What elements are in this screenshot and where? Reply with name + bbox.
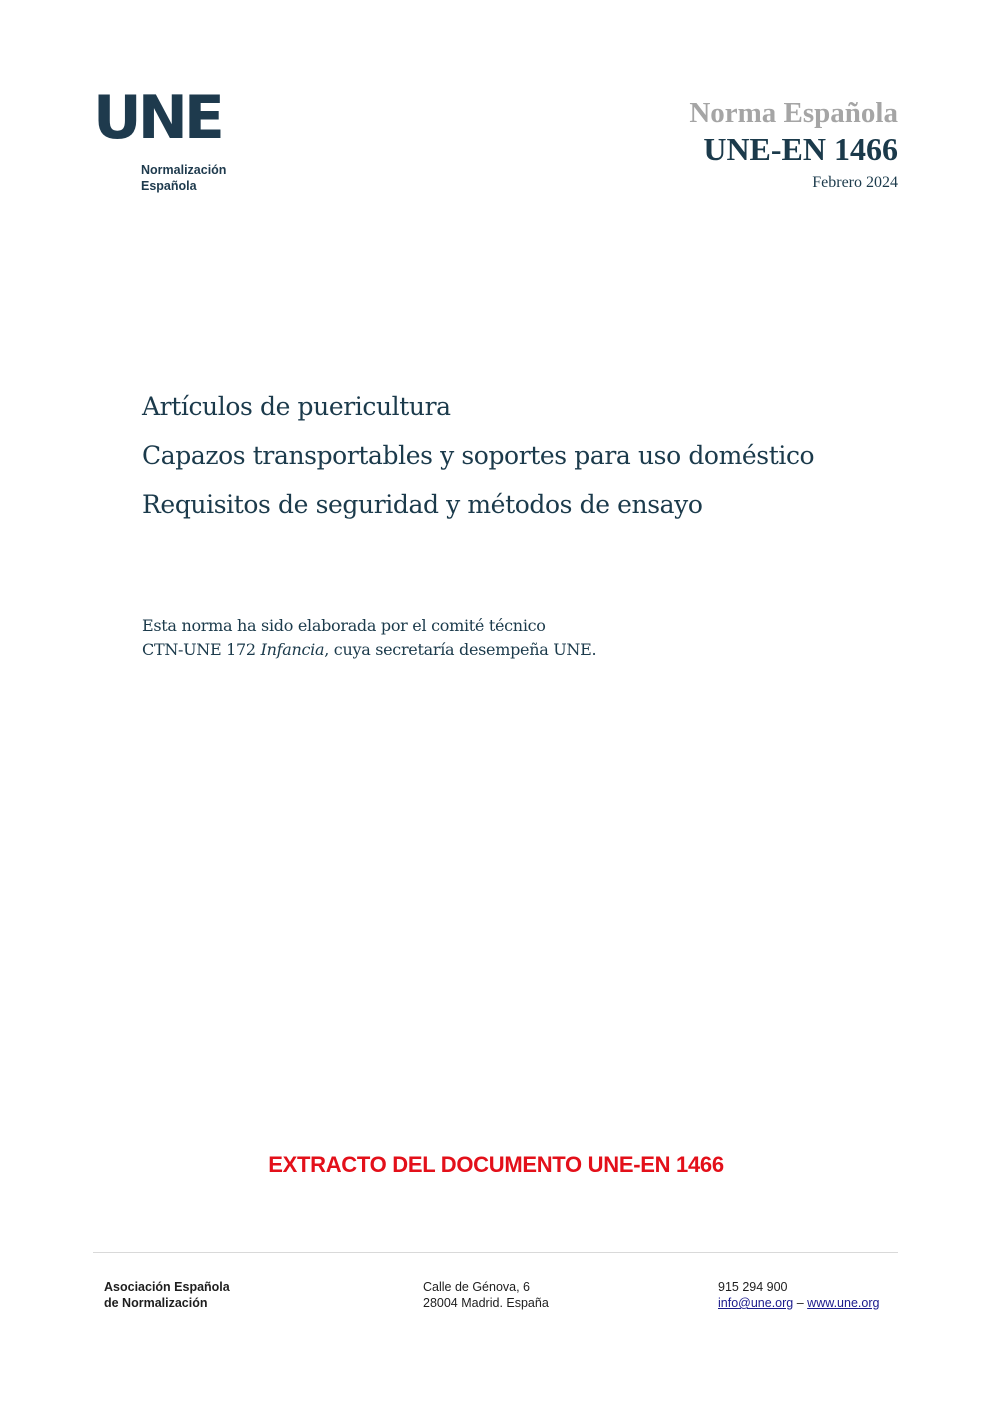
website-link[interactable]: www.une.org [807,1296,880,1310]
publication-date: Febrero 2024 [812,174,898,191]
logo-subtitle-line2: Española [141,179,197,193]
logo-subtitle [141,162,226,194]
document-header [689,96,898,194]
document-titles [142,382,922,529]
org-line1: Asociación Española [104,1280,230,1294]
email-link[interactable]: info@une.org [718,1296,794,1310]
standard-code: UNE-EN 1466 [703,131,898,167]
footer-address [423,1279,549,1311]
committee-code: CTN-UNE 172 [142,640,261,659]
contact-links [718,1295,879,1311]
norma-label: Norma Española [689,97,898,129]
title-line: Capazos transportables y soportes para uso doméstico [142,441,815,470]
logo-subtitle-line1: Normalización [141,163,227,177]
title-line: Artículos de puericultura [142,392,451,421]
committee-line1: Esta norma ha sido elaborada por el comité técnico [142,616,546,635]
committee-line2 [142,638,842,662]
address-line1: Calle de Génova, 6 [423,1280,531,1294]
footer-divider [93,1252,898,1253]
extract-notice: EXTRACTO DEL DOCUMENTO UNE-EN 1466 [268,1152,724,1177]
org-line2: de Normalización [104,1296,208,1310]
committee-statement [142,614,842,662]
une-logo [93,83,243,198]
committee-name: Infancia [260,640,325,659]
address-line2: 28004 Madrid. España [423,1296,549,1310]
title-line: Requisitos de seguridad y métodos de ensayo [142,490,703,519]
phone-number: 915 294 900 [718,1280,788,1294]
footer-organization [104,1279,230,1311]
footer-contact [718,1279,879,1311]
une-logo-mark: UNE [93,83,221,153]
link-separator: – [796,1296,804,1310]
committee-secretariat: , cuya secretaría desempeña UNE. [324,640,597,659]
